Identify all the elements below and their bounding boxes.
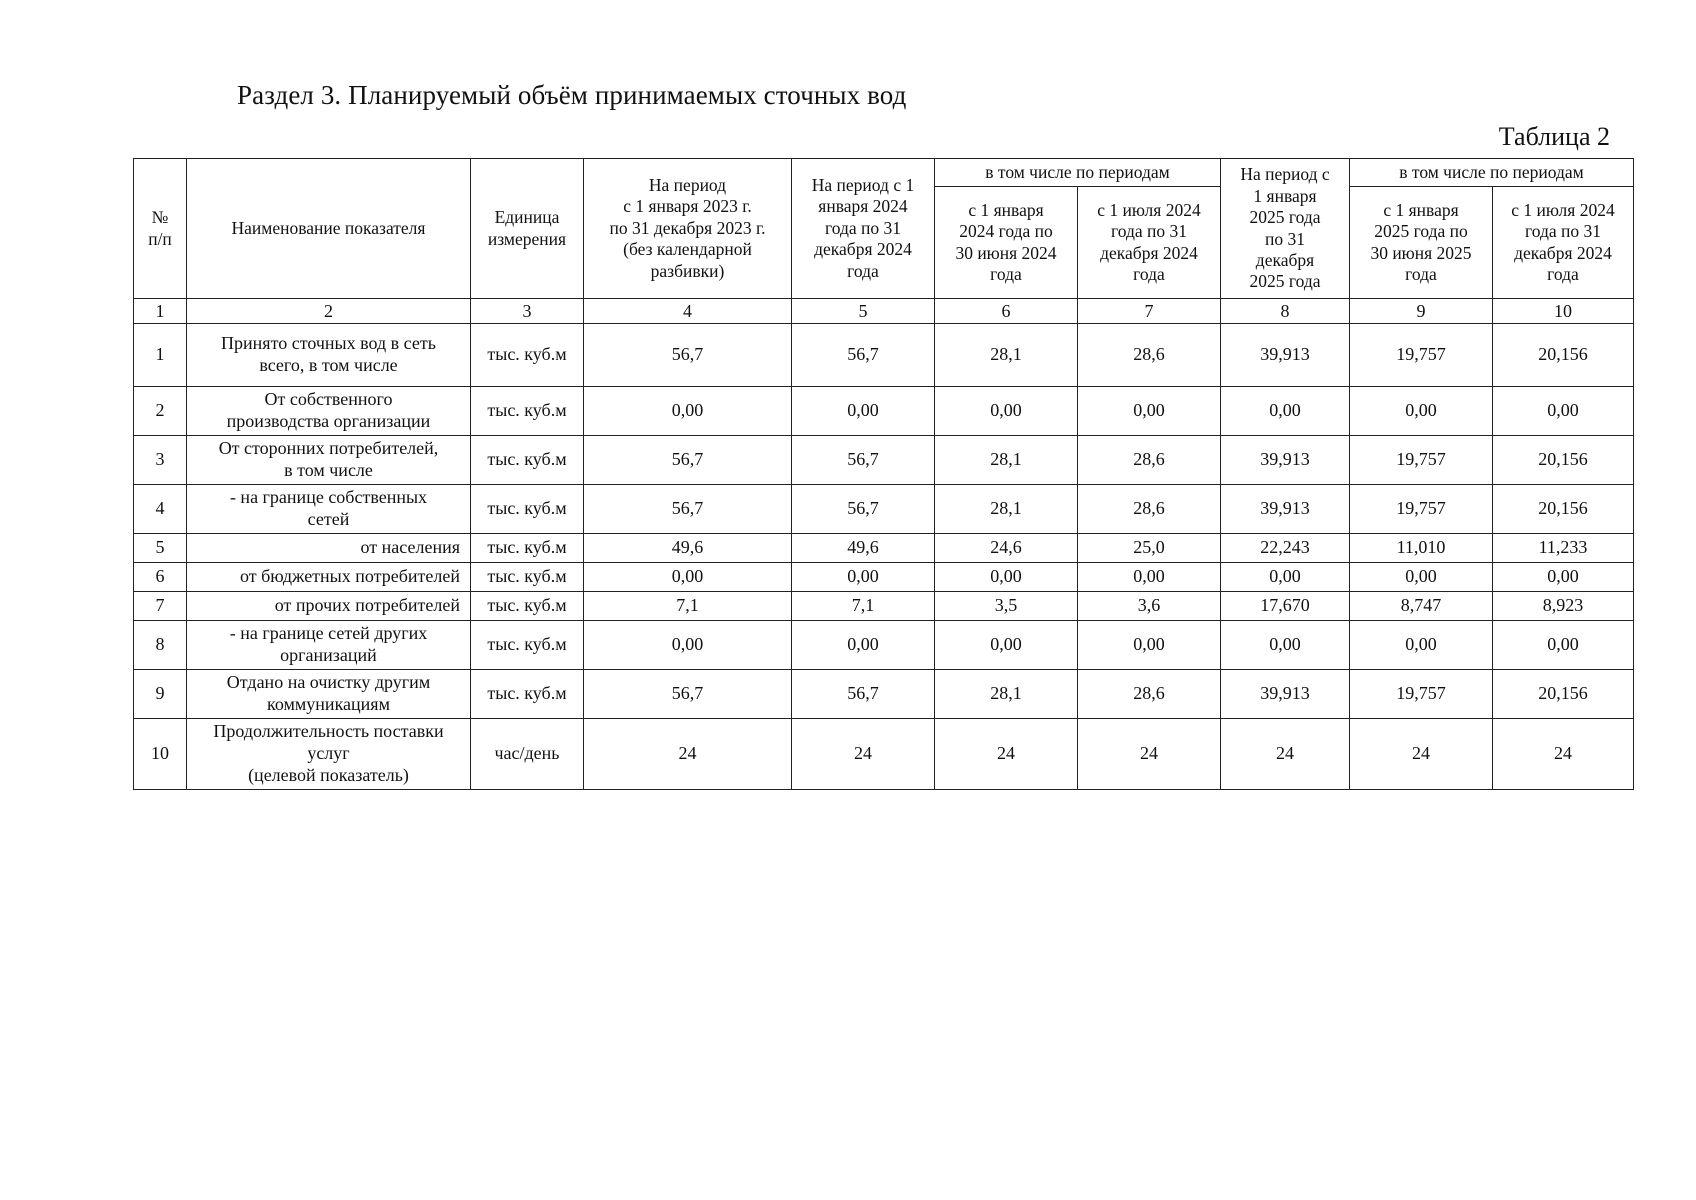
row-name: от населения (187, 533, 471, 562)
column-number: 9 (1350, 299, 1493, 324)
value-cell: 28,1 (935, 669, 1078, 718)
row-number: 9 (134, 669, 187, 718)
value-cell: 19,757 (1350, 669, 1493, 718)
value-cell: 49,6 (792, 533, 935, 562)
value-cell: 56,7 (792, 435, 935, 484)
value-cell: 0,00 (1221, 620, 1350, 669)
value-cell: 24 (584, 718, 792, 789)
table-row (134, 669, 1634, 718)
row-name: Отдано на очистку другим коммуникациям (187, 669, 471, 718)
row-number: 3 (134, 435, 187, 484)
value-cell: 8,923 (1493, 591, 1634, 620)
row-name: от бюджетных потребителей (187, 562, 471, 591)
table-row (134, 562, 1634, 591)
section-heading: Раздел 3. Планируемый объём принимаемых сточных вод (237, 80, 907, 110)
table-row (134, 435, 1634, 484)
value-cell: 0,00 (1078, 387, 1221, 436)
row-name: Принято сточных вод в сеть всего, в том числе (187, 324, 471, 387)
header-name: Наименование показателя (187, 159, 471, 299)
row-unit: тыс. куб.м (471, 620, 584, 669)
row-number: 6 (134, 562, 187, 591)
row-name: От собственного производства организации (187, 387, 471, 436)
row-number: 2 (134, 387, 187, 436)
row-unit: тыс. куб.м (471, 324, 584, 387)
value-cell: 3,6 (1078, 591, 1221, 620)
table-row (134, 591, 1634, 620)
value-cell: 39,913 (1221, 484, 1350, 533)
row-name: - на границе сетей других организаций (187, 620, 471, 669)
header-row-1 (134, 159, 1634, 187)
header-period-2024: На период с 1 января 2024 года по 31 декабря 2024 года (792, 159, 935, 299)
header-num: № п/п (134, 159, 187, 299)
value-cell: 24 (792, 718, 935, 789)
value-cell: 0,00 (1493, 387, 1634, 436)
row-number: 5 (134, 533, 187, 562)
value-cell: 0,00 (584, 387, 792, 436)
value-cell: 56,7 (792, 324, 935, 387)
row-name: Продолжительность поставки услуг (целевой показатель) (187, 718, 471, 789)
value-cell: 0,00 (584, 562, 792, 591)
header-period-2024-h2: с 1 июля 2024 года по 31 декабря 2024 года (1078, 187, 1221, 299)
table-row (134, 533, 1634, 562)
header-group-2025: в том числе по периодам (1350, 159, 1634, 187)
column-number-row (134, 299, 1634, 324)
row-unit: тыс. куб.м (471, 591, 584, 620)
value-cell: 0,00 (1350, 620, 1493, 669)
value-cell: 56,7 (584, 324, 792, 387)
value-cell: 28,6 (1078, 669, 1221, 718)
column-number: 8 (1221, 299, 1350, 324)
table-row (134, 324, 1634, 387)
row-name: от прочих потребителей (187, 591, 471, 620)
value-cell: 19,757 (1350, 435, 1493, 484)
value-cell: 0,00 (935, 620, 1078, 669)
column-number: 3 (471, 299, 584, 324)
value-cell: 56,7 (584, 435, 792, 484)
row-number: 8 (134, 620, 187, 669)
value-cell: 24 (1493, 718, 1634, 789)
value-cell: 17,670 (1221, 591, 1350, 620)
row-number: 10 (134, 718, 187, 789)
value-cell: 0,00 (584, 620, 792, 669)
value-cell: 0,00 (1078, 620, 1221, 669)
value-cell: 28,6 (1078, 324, 1221, 387)
header-group-2024: в том числе по периодам (935, 159, 1221, 187)
value-cell: 0,00 (935, 387, 1078, 436)
value-cell: 56,7 (792, 669, 935, 718)
row-number: 7 (134, 591, 187, 620)
value-cell: 0,00 (1350, 387, 1493, 436)
row-unit: тыс. куб.м (471, 387, 584, 436)
wastewater-volume-table (133, 158, 1634, 790)
row-unit: тыс. куб.м (471, 484, 584, 533)
header-period-2025: На период с 1 января 2025 года по 31 декабря 2025 года (1221, 159, 1350, 299)
value-cell: 28,1 (935, 324, 1078, 387)
header-period-2025-h2: с 1 июля 2024 года по 31 декабря 2024 года (1493, 187, 1634, 299)
row-unit: тыс. куб.м (471, 435, 584, 484)
table-row (134, 387, 1634, 436)
value-cell: 28,6 (1078, 435, 1221, 484)
value-cell: 8,747 (1350, 591, 1493, 620)
value-cell: 28,1 (935, 484, 1078, 533)
value-cell: 24 (935, 718, 1078, 789)
value-cell: 49,6 (584, 533, 792, 562)
value-cell: 19,757 (1350, 484, 1493, 533)
table-label: Таблица 2 (1498, 122, 1610, 151)
value-cell: 28,6 (1078, 484, 1221, 533)
value-cell: 3,5 (935, 591, 1078, 620)
value-cell: 0,00 (792, 620, 935, 669)
value-cell: 24 (1350, 718, 1493, 789)
value-cell: 0,00 (792, 387, 935, 436)
value-cell: 11,010 (1350, 533, 1493, 562)
value-cell: 20,156 (1493, 669, 1634, 718)
value-cell: 24 (1221, 718, 1350, 789)
row-unit: тыс. куб.м (471, 562, 584, 591)
column-number: 10 (1493, 299, 1634, 324)
value-cell: 25,0 (1078, 533, 1221, 562)
value-cell: 0,00 (1221, 387, 1350, 436)
value-cell: 39,913 (1221, 324, 1350, 387)
row-name: От сторонних потребителей, в том числе (187, 435, 471, 484)
column-number: 7 (1078, 299, 1221, 324)
column-number: 2 (187, 299, 471, 324)
row-unit: тыс. куб.м (471, 533, 584, 562)
value-cell: 20,156 (1493, 324, 1634, 387)
value-cell: 28,1 (935, 435, 1078, 484)
row-unit: тыс. куб.м (471, 669, 584, 718)
value-cell: 7,1 (792, 591, 935, 620)
value-cell: 7,1 (584, 591, 792, 620)
column-number: 6 (935, 299, 1078, 324)
value-cell: 0,00 (1493, 620, 1634, 669)
value-cell: 0,00 (792, 562, 935, 591)
row-number: 1 (134, 324, 187, 387)
value-cell: 0,00 (1078, 562, 1221, 591)
value-cell: 20,156 (1493, 435, 1634, 484)
value-cell: 56,7 (792, 484, 935, 533)
column-number: 4 (584, 299, 792, 324)
row-number: 4 (134, 484, 187, 533)
value-cell: 56,7 (584, 669, 792, 718)
value-cell: 39,913 (1221, 669, 1350, 718)
value-cell: 0,00 (1493, 562, 1634, 591)
value-cell: 24 (1078, 718, 1221, 789)
value-cell: 22,243 (1221, 533, 1350, 562)
value-cell: 56,7 (584, 484, 792, 533)
header-period-2025-h1: с 1 января 2025 года по 30 июня 2025 года (1350, 187, 1493, 299)
value-cell: 11,233 (1493, 533, 1634, 562)
value-cell: 39,913 (1221, 435, 1350, 484)
row-name: - на границе собственных сетей (187, 484, 471, 533)
value-cell: 0,00 (1221, 562, 1350, 591)
header-period-2023: На период с 1 января 2023 г. по 31 декабря 2023 г. (без календарной разбивки) (584, 159, 792, 299)
value-cell: 0,00 (1350, 562, 1493, 591)
column-number: 1 (134, 299, 187, 324)
table-row (134, 718, 1634, 789)
value-cell: 19,757 (1350, 324, 1493, 387)
value-cell: 20,156 (1493, 484, 1634, 533)
value-cell: 0,00 (935, 562, 1078, 591)
header-period-2024-h1: с 1 января 2024 года по 30 июня 2024 года (935, 187, 1078, 299)
row-unit: час/день (471, 718, 584, 789)
table-row (134, 484, 1634, 533)
table-row (134, 620, 1634, 669)
header-unit: Единица измерения (471, 159, 584, 299)
value-cell: 24,6 (935, 533, 1078, 562)
column-number: 5 (792, 299, 935, 324)
